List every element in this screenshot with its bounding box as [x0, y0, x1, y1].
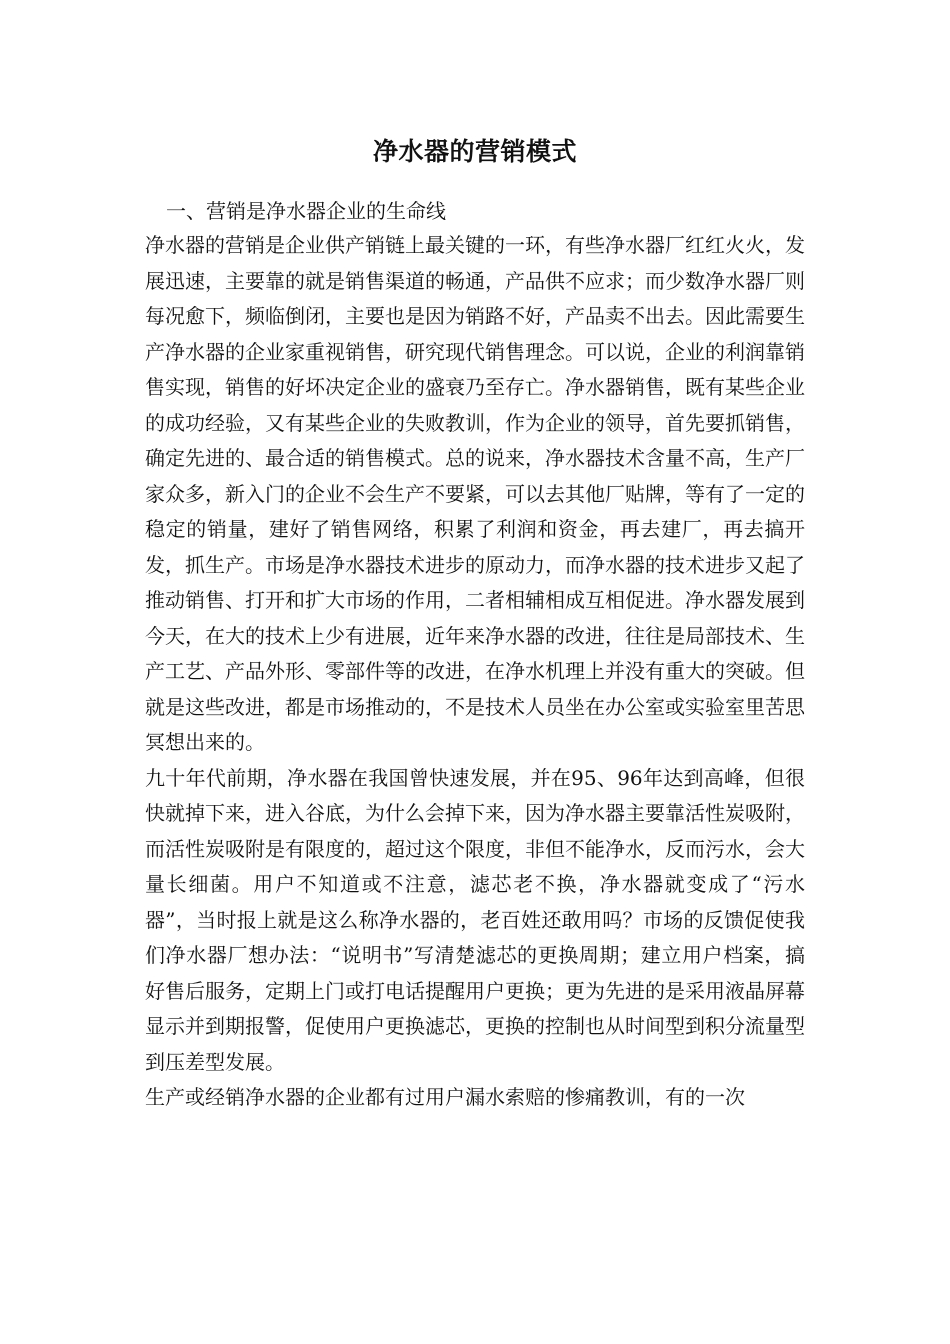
paragraph-3: 生产或经销净水器的企业都有过用户漏水索赔的惨痛教训，有的一次 — [145, 1085, 745, 1109]
document-title: 净水器的营销模式 — [372, 137, 577, 166]
paragraph-2: 九十年代前期，净水器在我国曾快速发展，并在95、96年达到高峰，但很快就掉下来，进入谷底，为什么会掉下来，因为净水器主要靠活性炭吸附，而活性炭吸附是有限度的，超过这个限度，非但不能净水，反而污水，会大量长细菌。用户不知道或不注意，滤芯老不换，净水器就变成了“污水器”，当时报上就是这么称净水器的，老百姓还敢用吗？市场的反馈促使我们净水器厂想办法：“说明书”写清楚滤芯的更换周期；建立用户档案，搞好售后服务，定期上门或打电话提醒用户更换；更为先进的是采用液晶屏幕显示并到期报警，促使用户更换滤芯，更换的控制也从时间型到积分流量型到压差型发展。 — [145, 765, 805, 1074]
document-content — [145, 132, 805, 1116]
section-heading: 一、营销是净水器企业的生命线 — [166, 199, 446, 223]
paragraph-1: 净水器的营销是企业供产销链上最关键的一环，有些净水器厂红红火火，发展迅速，主要靠的就是销售渠道的畅通，产品供不应求；而少数净水器厂则每况愈下，频临倒闭，主要也是因为销路不好，产品卖不出去。因此需要生产净水器的企业家重视销售，研究现代销售理念。可以说，企业的利润靠销售实现，销售的好坏决定企业的盛衰乃至存亡。净水器销售，既有某些企业的成功经验，又有某些企业的失败教训，作为企业的领导，首先要抓销售，确定先进的、最合适的销售模式。总的说来，净水器技术含量不高，生产厂家众多，新入门的企业不会生产不要紧，可以去其他厂贴牌，等有了一定的稳定的销量，建好了销售网络，积累了利润和资金，再去建厂，再去搞开发，抓生产。市场是净水器技术进步的原动力，而净水器的技术进步又起了推动销售、打开和扩大市场的作用，二者相辅相成互相促进。净水器发展到今天，在大的技术上少有进展，近年来净水器的改进，往往是局部技术、生产工艺、产品外形、零部件等的改进，在净水机理上并没有重大的突破。但就是这些改进，都是市场推动的，不是技术人员坐在办公室或实验室里苦思冥想出来的。 — [145, 233, 805, 754]
